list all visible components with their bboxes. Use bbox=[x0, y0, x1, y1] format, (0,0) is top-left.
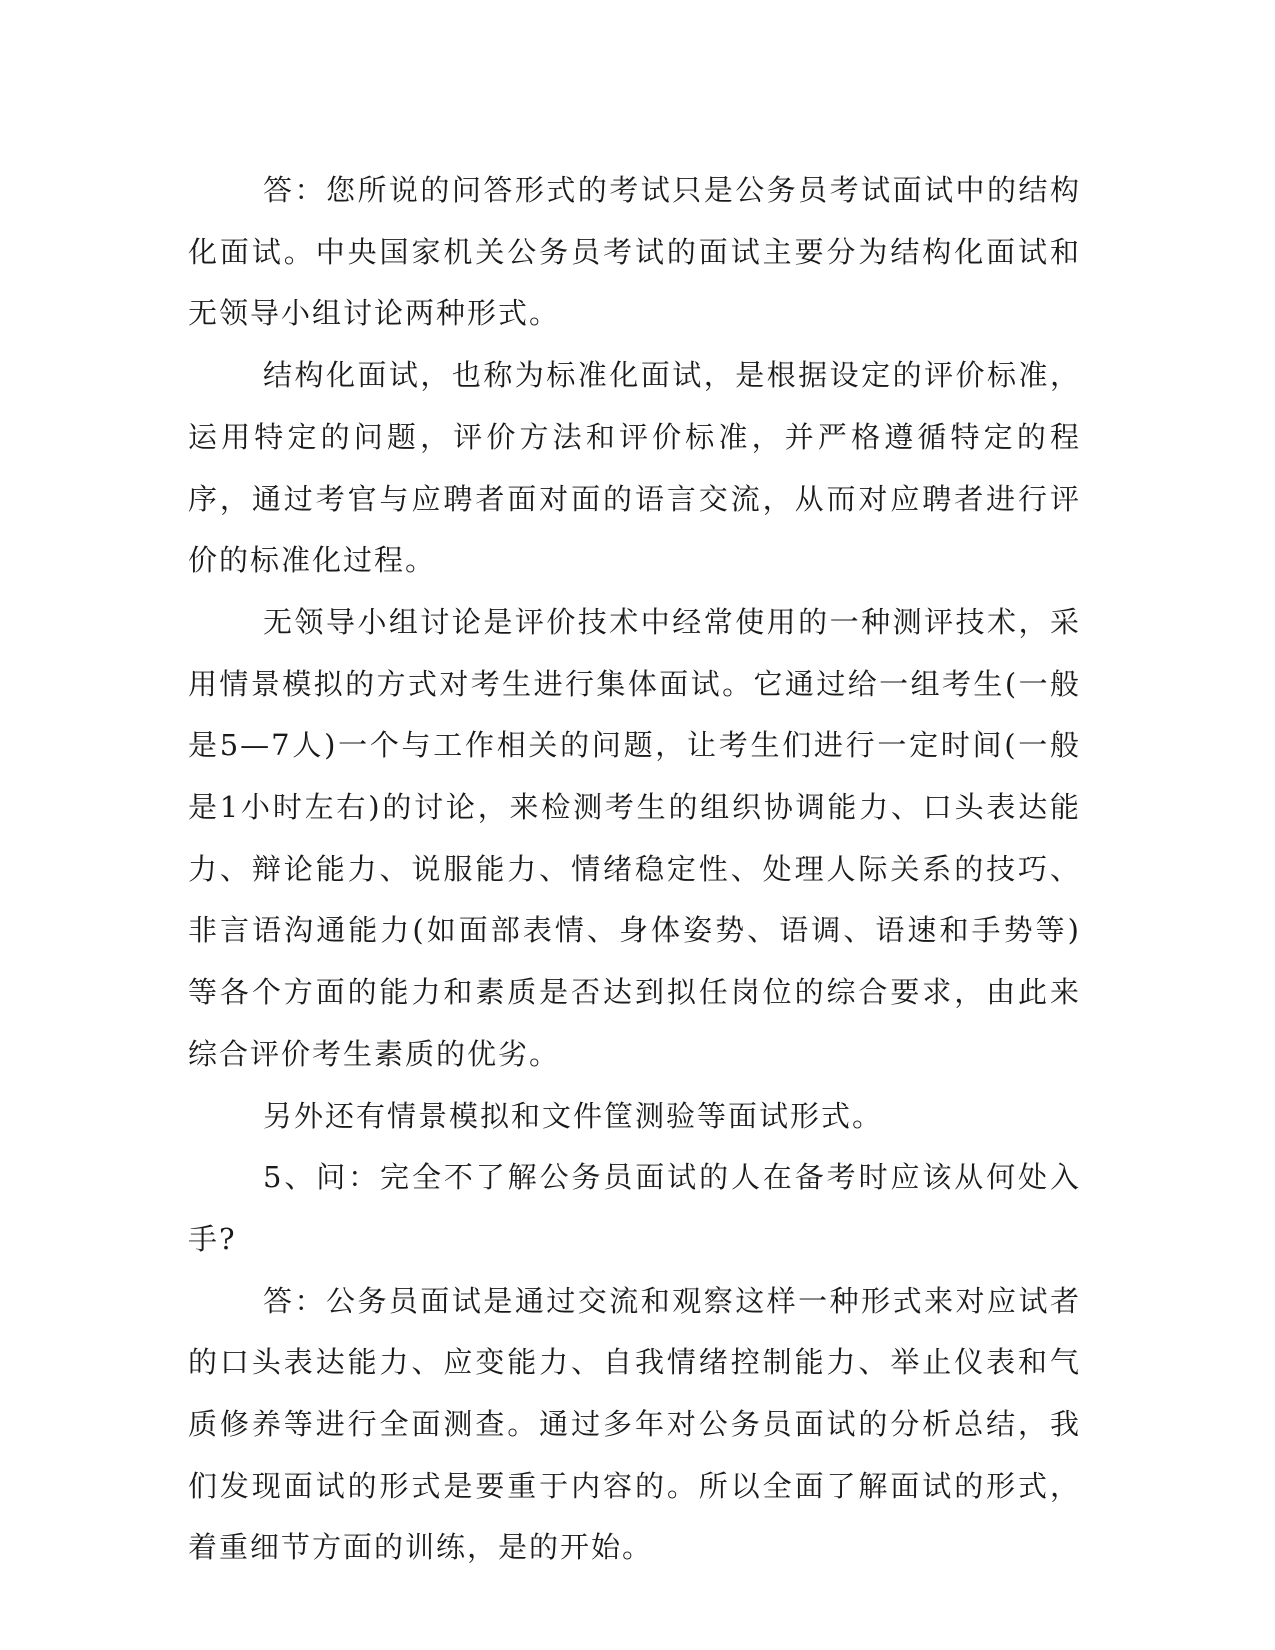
paragraph-other-interview-forms: 另外还有情景模拟和文件筐测验等面试形式。 bbox=[263, 1098, 884, 1133]
paragraph-leaderless-group-discussion: 无领导小组讨论是评价技术中经常使用的一种测评技术，采用情景模拟的方式对考生进行集体面试。它通过给一组考生(一般是5—7人)一个与工作相关的问题，让考生们进行一定时间(一般是1小时左右)的讨论，来检测考生的组织协调能力、口头表达能力、辩论能力、说服能力、情绪稳定性、处理人际关系的技巧、非言语沟通能力(如面部表情、身体姿势、语调、语速和手势等)等各个方面的能力和素质是否达到拟任岗位的综合要求，由此来综合评价考生素质的优劣。 bbox=[188, 604, 1081, 1071]
paragraph-answer-5: 答：公务员面试是通过交流和观察这样一种形式来对应试者的口头表达能力、应变能力、自我情绪控制能力、举止仪表和气质修养等进行全面测查。通过多年对公务员面试的分析总结，我们发现面试的形式是要重于内容的。所以全面了解面试的形式，着重细节方面的训练，是的开始。 bbox=[188, 1283, 1081, 1565]
paragraph-answer-structured-interview: 答：您所说的问答形式的考试只是公务员考试面试中的结构化面试。中央国家机关公务员考试的面试主要分为结构化面试和无领导小组讨论两种形式。 bbox=[188, 173, 1081, 331]
paragraph-question-5: 5、问：完全不了解公务员面试的人在备考时应该从何处入手? bbox=[188, 1160, 1081, 1256]
paragraph-structured-interview-definition: 结构化面试，也称为标准化面试，是根据设定的评价标准，运用特定的问题，评价方法和评价标准，并严格遵循特定的程序，通过考官与应聘者面对面的语言交流，从而对应聘者进行评价的标准化过程。 bbox=[188, 358, 1081, 578]
document-body bbox=[188, 160, 1081, 1579]
